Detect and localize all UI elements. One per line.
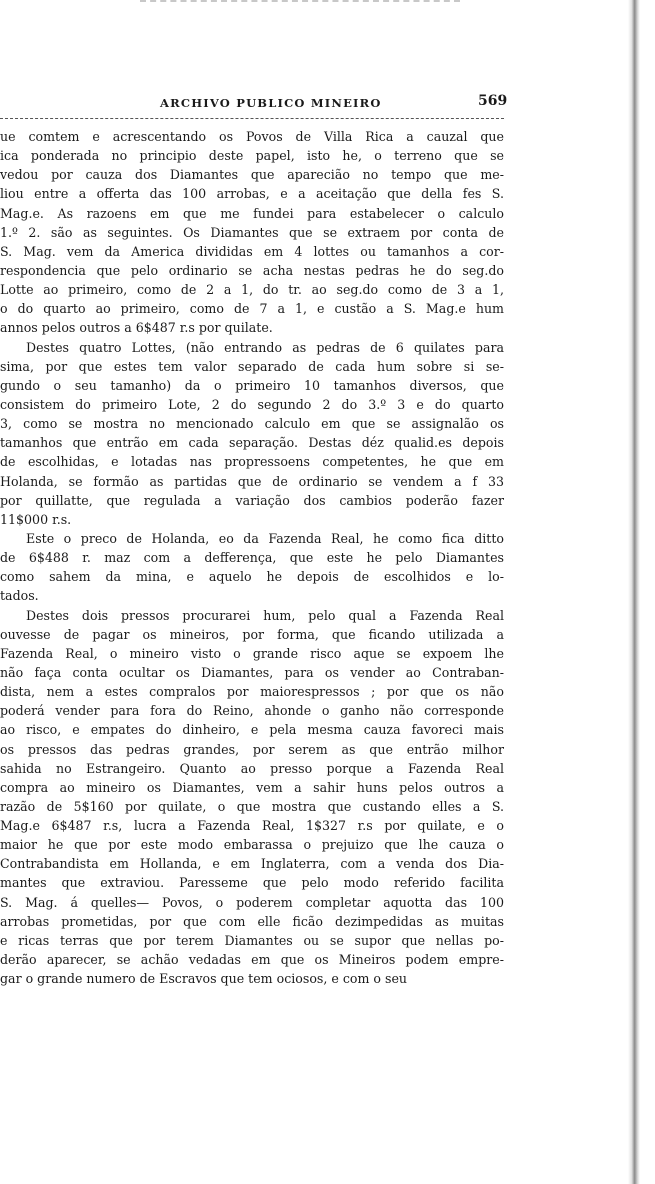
- text-line: não faça conta ocultar os Diamantes, para os vender ao Contraban-: [0, 664, 504, 680]
- binding-edge-shadow: [628, 0, 640, 1184]
- running-head: [0, 93, 510, 116]
- text-line: Destes quatro Lottes, (não entrando as pedras de 6 quilates para: [26, 339, 504, 355]
- paragraph: [0, 606, 504, 989]
- text-line: Holanda, se formão as partidas que de ordinario se vendem a f 33: [0, 473, 504, 489]
- text-line: tados.: [0, 588, 39, 604]
- text-line: de escolhidas, e lotadas nas propressoens competentes, he que em: [0, 454, 504, 470]
- text-line: Este o preco de Holanda, eo da Fazenda Real, he como fica ditto: [26, 530, 504, 546]
- text-line: Mag.e 6$487 r.s, lucra a Fazenda Real, 1$327 r.s por quilate, e o: [0, 818, 504, 834]
- text-line: 1.º 2. são as seguintes. Os Diamantes que se extraem por conta de: [0, 224, 504, 240]
- text-line: Lotte ao primeiro, como de 2 a 1, do tr. ao seg.do como de 3 a 1,: [0, 282, 504, 298]
- text-line: mantes que extraviou. Paresseme que pelo modo referido facilita: [0, 875, 504, 891]
- text-line: os pressos das pedras grandes, por serem as que entrão milhor: [0, 741, 504, 757]
- text-line: como sahem da mina, e aquelo he depois de escolhidos e lo-: [0, 569, 504, 585]
- text-line: compra ao mineiro os Diamantes, vem a sahir huns pelos outros a: [0, 779, 504, 795]
- text-line: por quillatte, que regulada a variação dos cambios poderão fazer: [0, 492, 504, 508]
- text-line: Destes dois pressos procurarei hum, pelo qual a Fazenda Real: [26, 607, 504, 623]
- text-line: tamanhos que entrão em cada separação. Destas déz qualid.es depois: [0, 435, 504, 451]
- text-line: de 6$488 r. maz com a defferença, que este he pelo Diamantes: [0, 550, 504, 566]
- text-line: Fazenda Real, o mineiro visto o grande risco aque se expoem lhe: [0, 645, 504, 661]
- text-line: ao risco, e empates do dinheiro, e pela mesma cauza favoreci mais: [0, 722, 504, 738]
- text-line: maior he que por este modo embarassa o prejuizo que lhe cauza o: [0, 837, 504, 853]
- text-line: respondencia que pelo ordinario se acha nestas pedras he do seg.do: [0, 262, 504, 278]
- text-line: Mag.e. As razoens em que me fundei para estabelecer o calculo: [0, 205, 504, 221]
- body-text: [0, 127, 504, 988]
- text-line: 3, como se mostra no mencionado calculo em que se assignalão os: [0, 416, 504, 432]
- text-line: gundo o seu tamanho) da o primeiro 10 tamanhos diversos, que: [0, 377, 504, 393]
- text-line: ouvesse de pagar os mineiros, por forma, que ficando utilizada a: [0, 626, 504, 642]
- top-edge-mark: [140, 0, 460, 5]
- paragraph: [0, 127, 504, 338]
- text-line: consistem do primeiro Lote, 2 do segundo 2 do 3.º 3 e do quarto: [0, 396, 504, 412]
- text-line: vedou por cauza dos Diamantes que aparecião no tempo que me-: [0, 167, 504, 183]
- text-line: S. Mag. vem da America divididas em 4 lottes ou tamanhos a cor-: [0, 243, 504, 259]
- text-line: o do quarto ao primeiro, como de 7 a 1, e custão a S. Mag.e hum: [0, 301, 504, 317]
- text-line: sima, por que estes tem valor separado de cada hum sobre si se-: [0, 358, 504, 374]
- text-line: S. Mag. á quelles— Povos, o poderem completar aquotta das 100: [0, 894, 504, 910]
- paragraph: [0, 529, 504, 606]
- text-line: annos pelos outros a 6$487 r.s por quilate.: [0, 320, 273, 336]
- text-line: liou entre a offerta das 100 arrobas, e a aceitação que della fes S.: [0, 186, 504, 202]
- text-line: Contrabandista em Hollanda, e em Inglaterra, com a venda dos Dia-: [0, 856, 504, 872]
- header-divider: [0, 118, 504, 119]
- text-line: derão aparecer, se achão vedadas em que os Mineiros podem empre-: [0, 952, 504, 968]
- running-head-title: ARCHIVO PUBLICO MINEIRO: [160, 96, 382, 110]
- text-line: ica ponderada no principio deste papel, isto he, o terreno que se: [0, 148, 504, 164]
- text-line: sahida no Estrangeiro. Quanto ao presso porque a Fazenda Real: [0, 760, 504, 776]
- text-line: e ricas terras que por terem Diamantes ou se supor que nellas po-: [0, 932, 504, 948]
- text-line: 11$000 r.s.: [0, 511, 72, 527]
- text-line: arrobas prometidas, por que com elle ficão dezimpedidas as muitas: [0, 913, 504, 929]
- paragraph: [0, 338, 504, 529]
- page-number: 569: [478, 93, 508, 109]
- text-line: ue comtem e acrescentando os Povos de Villa Rica a cauzal que: [0, 129, 504, 144]
- text-line: dista, nem a estes compralos por maiorespressos ; por que os não: [0, 684, 504, 700]
- text-line: razão de 5$160 por quilate, o que mostra que custando elles a S.: [0, 798, 504, 814]
- text-line: poderá vender para fora do Reino, ahonde o ganho não corresponde: [0, 703, 504, 719]
- text-line: gar o grande numero de Escravos que tem ociosos, e com o seu: [0, 971, 408, 987]
